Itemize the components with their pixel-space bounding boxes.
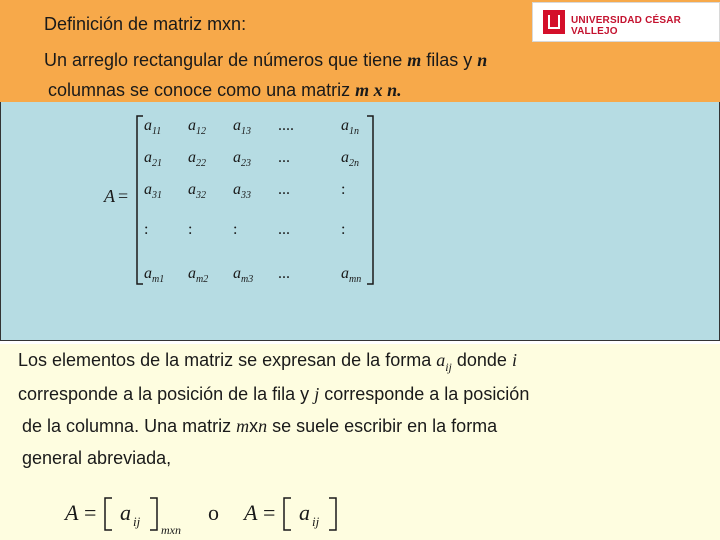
matrix-entry-r2-c2: $a_{22}$ (188, 149, 206, 169)
var-m: m (407, 50, 422, 70)
matrix-entry-r4-c5: : (341, 221, 346, 238)
formula-lhs-2: A (244, 500, 258, 525)
logo-mark-icon (543, 10, 565, 34)
para-line-2 (18, 378, 718, 410)
para-line-1 (18, 344, 718, 378)
var-mxn: m x n. (355, 80, 402, 100)
matrix-figure (1, 102, 719, 340)
page-title: Definición de matriz mxn: (44, 14, 247, 34)
matrix-entry-r2-c1: $a_{21}$ (144, 149, 162, 169)
left-bracket (137, 116, 143, 284)
formula-bracket-right-1 (150, 498, 157, 530)
formula-eq-2: = (263, 500, 276, 525)
para-text: corresponde a la posición (319, 384, 530, 404)
definition-text: columnas se conoce como una matriz (48, 80, 356, 100)
formula-mxn: mxn (161, 523, 181, 537)
aij-sub: ij (445, 360, 452, 374)
matrix-entry-r3-c2: $a_{32}$ (188, 181, 206, 201)
para-text: de la columna. Una matriz (22, 416, 237, 436)
matrix-entry-r1-c5: $a_{1n}$ (341, 117, 359, 137)
university-logo (532, 2, 720, 42)
formula-sub-1: ij (133, 514, 141, 529)
formula-lhs-1: A (65, 500, 79, 525)
matrix-equals: = (118, 186, 129, 206)
matrix-entry-r1-c1: $a_{11}$ (144, 117, 162, 137)
matrix-entry-r2-c3: $a_{23}$ (233, 149, 251, 169)
var-j: j (314, 384, 320, 404)
text-panel (0, 344, 720, 540)
definition-text: Un arreglo rectangular de números que tiene (44, 50, 408, 70)
para-text: donde (451, 350, 512, 370)
formula-bracket-left-2 (284, 498, 291, 530)
right-bracket (367, 116, 373, 284)
matrix-entry-r5-c1: $a_{m1}$ (144, 265, 165, 285)
formula-a-2: a (299, 500, 310, 525)
formula-bracket-right-2 (329, 498, 336, 530)
logo-text: UNIVERSIDAD CÉSAR VALLEJO (571, 15, 682, 37)
formula-sub-2: ij (312, 514, 320, 529)
definition-line-1 (44, 50, 487, 71)
matrix-panel (0, 102, 720, 341)
matrix-entry-r1-c3: $a_{13}$ (233, 117, 251, 137)
para-text: se suele escribir en la forma (267, 416, 498, 436)
matrix-entry-r2-c5: $a_{2n}$ (341, 149, 359, 169)
var-m: m (236, 416, 250, 436)
matrix-entry-r1-c2: $a_{12}$ (188, 117, 206, 137)
matrix-entry-r5-c5: $a_{mn}$ (341, 265, 362, 285)
definition-line-2 (48, 80, 402, 101)
matrix-entry-r5-c3: $a_{m3}$ (233, 265, 254, 285)
abbreviated-formula (60, 492, 360, 538)
var-n: n (477, 50, 488, 70)
matrix-entry-r4-c3: : (233, 221, 238, 238)
matrix-entry-r4-c1: : (144, 221, 149, 238)
var-n: n (258, 416, 268, 436)
matrix-entry-r4-c2: : (188, 221, 193, 238)
matrix-entry-r2-c4: ... (278, 149, 290, 166)
var-x: x (249, 416, 259, 436)
formula-or: o (208, 500, 219, 525)
para-text: Los elementos de la matriz se expresan de la forma (18, 350, 437, 370)
matrix-lhs: A (104, 186, 115, 206)
para-line-3 (18, 410, 718, 442)
para-line-4 (18, 442, 718, 474)
para-text: general abreviada, (22, 448, 172, 468)
matrix-entry-r3-c3: $a_{33}$ (233, 181, 251, 201)
matrix-entry-r4-c4: ... (278, 221, 290, 238)
matrix-entry-r5-c2: $a_{m2}$ (188, 265, 209, 285)
formula-a-1: a (120, 500, 131, 525)
formula-eq-1: = (84, 500, 97, 525)
matrix-entry-r3-c5: : (341, 181, 346, 198)
formula-bracket-left-1 (105, 498, 112, 530)
matrix-entry-r3-c4: ... (278, 181, 290, 198)
matrix-entry-r1-c4: .... (278, 117, 294, 134)
matrix-entry-r3-c1: $a_{31}$ (144, 181, 162, 201)
matrix-entry-r5-c4: ... (278, 265, 290, 282)
aij-a: a (436, 350, 446, 370)
para-text: corresponde a la posición de la fila y (18, 384, 315, 404)
explanation-paragraph (18, 344, 718, 474)
definition-text: filas y (421, 50, 478, 70)
matrix-cells (144, 117, 361, 285)
var-i: i (511, 350, 517, 370)
